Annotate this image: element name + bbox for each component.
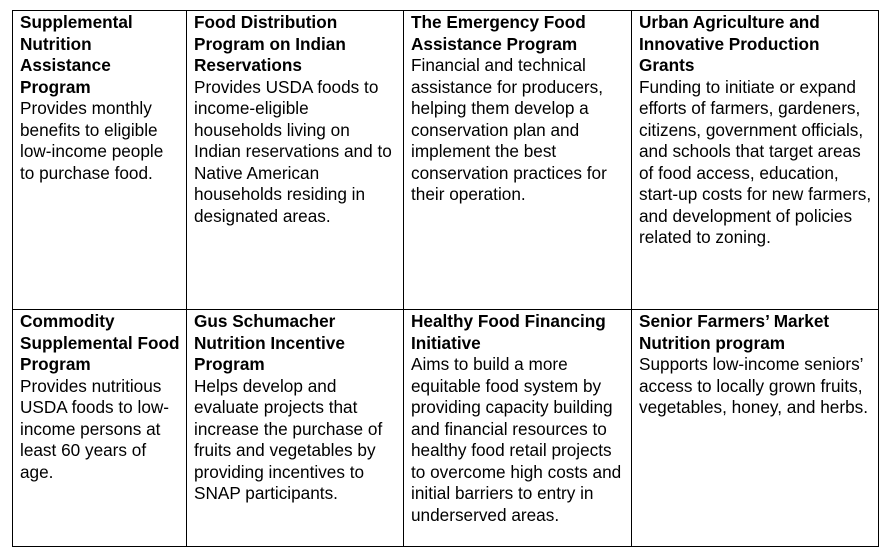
program-cell-sfmnp bbox=[632, 310, 879, 547]
table-row bbox=[13, 310, 879, 547]
program-description: Aims to build a more equitable food system by providing capacity building and financial resources to healthy food retail projects to overcome high costs and initial barriers to entry in underserved areas. bbox=[411, 354, 622, 525]
program-cell-fdpir bbox=[187, 11, 404, 310]
program-title: Gus Schumacher Nutrition Incentive Program bbox=[194, 311, 345, 374]
program-description: Provides nutritious USDA foods to low-income persons at least 60 years of age. bbox=[20, 375, 170, 482]
program-title: Food Distribution Program on Indian Reservations bbox=[194, 12, 346, 75]
table-row bbox=[13, 11, 879, 310]
program-cell-snap bbox=[13, 11, 187, 310]
program-title: Commodity Supplemental Food Program bbox=[20, 311, 180, 374]
program-description: Provides monthly benefits to eligible low-income people to purchase food. bbox=[20, 98, 164, 183]
program-description: Funding to initiate or expand efforts of farmers, gardeners, citizens, government officials, and schools that target areas of food access, education, start-up costs for new farmers, and development of policies related to zoning. bbox=[639, 76, 872, 247]
program-cell-tefap bbox=[404, 11, 632, 310]
program-description: Helps develop and evaluate projects that increase the purchase of fruits and vegetables by providing incentives to SNAP participants. bbox=[194, 375, 383, 503]
program-title: Supplemental Nutrition Assistance Program bbox=[20, 12, 133, 97]
programs-table bbox=[12, 10, 879, 547]
program-description: Provides USDA foods to income-eligible households living on Indian reservations and to Native American households residing in designated areas. bbox=[194, 76, 392, 226]
program-cell-urban-agriculture bbox=[632, 11, 879, 310]
program-title: Senior Farmers’ Market Nutrition program bbox=[639, 311, 830, 353]
program-cell-hffi bbox=[404, 310, 632, 547]
program-description: Supports low-income seniors’ access to locally grown fruits, vegetables, honey, and herbs. bbox=[639, 354, 869, 417]
program-description: Financial and technical assistance for producers, helping them develop a conservation plan and implement the best conservation practices for their operation. bbox=[411, 55, 607, 204]
program-title: The Emergency Food Assistance Program bbox=[411, 12, 586, 54]
program-title: Urban Agriculture and Innovative Production Grants bbox=[639, 12, 820, 75]
program-title: Healthy Food Financing Initiative bbox=[411, 311, 606, 353]
program-cell-gusnip bbox=[187, 310, 404, 547]
program-cell-csfp bbox=[13, 310, 187, 547]
